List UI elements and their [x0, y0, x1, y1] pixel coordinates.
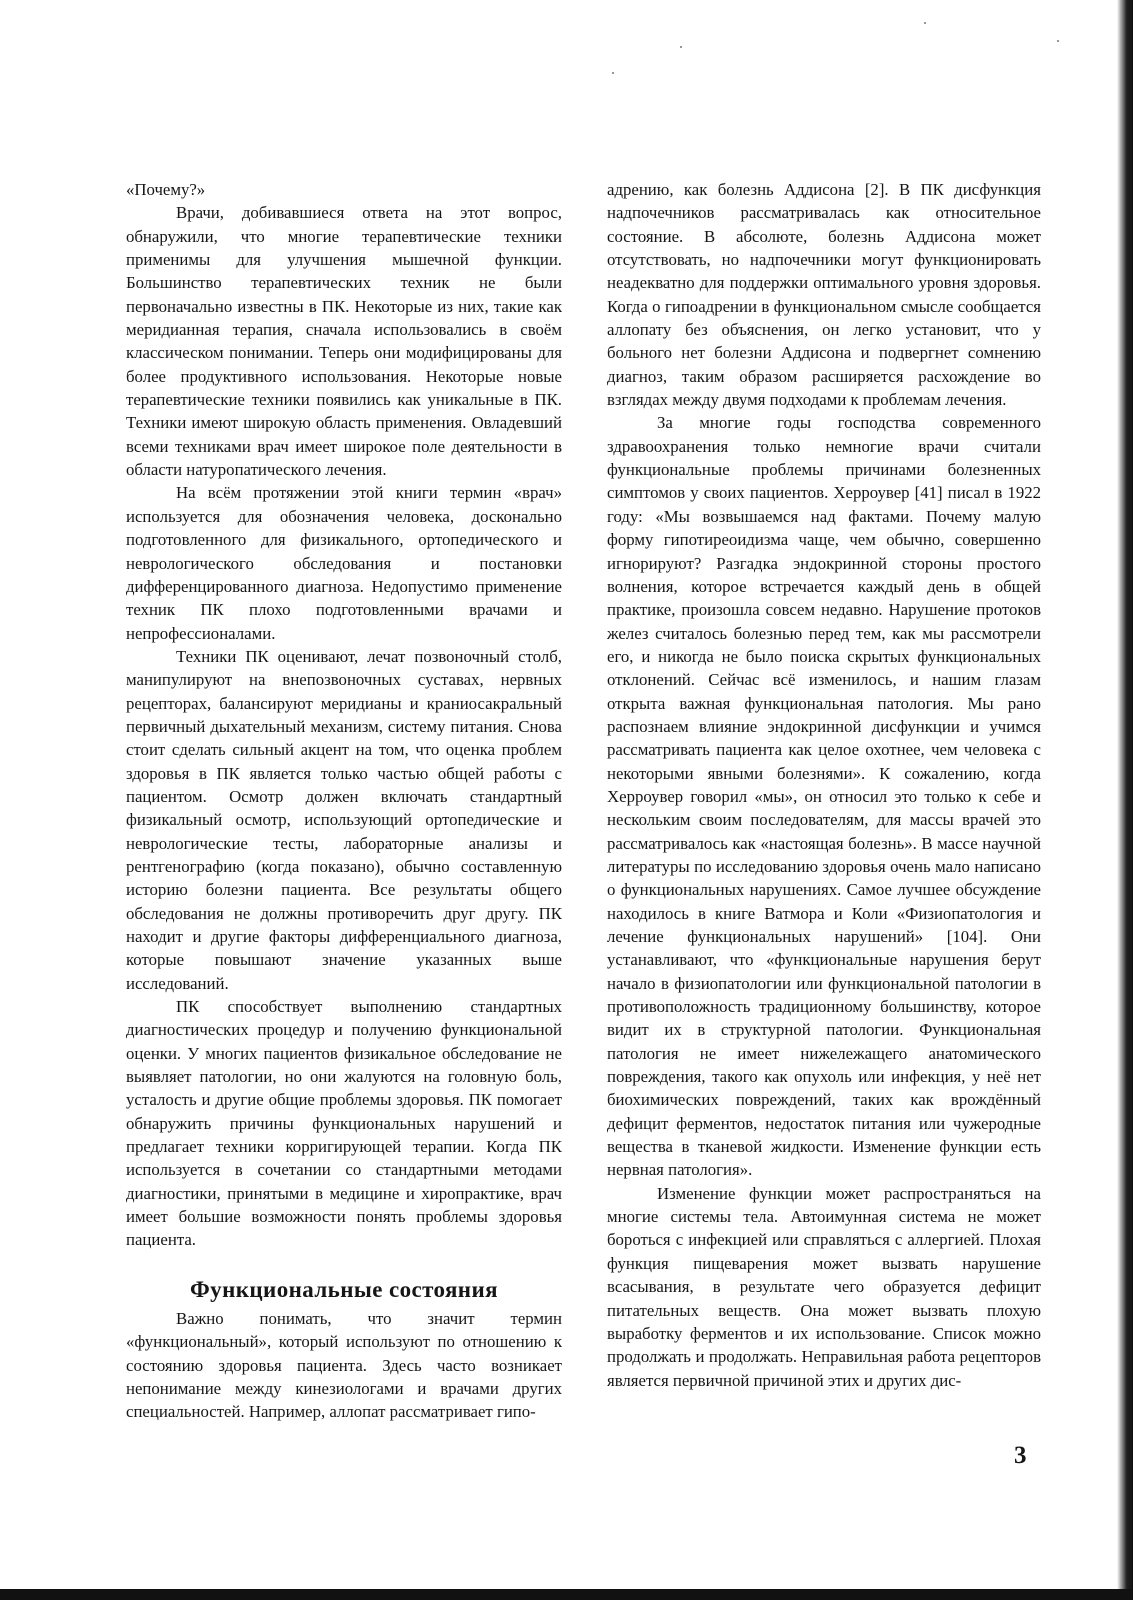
scan-speck [924, 22, 926, 24]
left-column [126, 178, 562, 1424]
paragraph: Изменение функции может распространяться на многие системы тела. Автоимунная система не может бороться с инфекцией или справляться с аллергией. Плохая функция пищеварения может вызвать нарушение всасывания, в результате чего образуется дефицит питательных веществ. Она может вызвать плохую выработку ферментов и их использование. Список можно продолжать и продолжать. Неправильная работа рецепторов является первичной причиной этих и других дис- [607, 1183, 1041, 1390]
paragraph: За многие годы господства современного здравоохранения только немногие врачи считали функциональные проблемы причинами болезненных симптомов у своих пациентов. Херроувер [41] писал в 1922 году: «Мы возвышаемся над фактами. Почему малую форму гипотиреоидизма чаще, чем обычно, совершенно игнорируют? Разгадка эндокринной стороны простого волнения, которое встречается каждый день в общей практике, произошла совсем недавно. Нарушение протоков желез считалось болезнью перед тем, как мы рассмотрели его, и никогда не было поиска скрытых функциональных отклонений. Сейчас всё изменилось, и нашим глазам открыта важная функциональная патология. Мы рано распознаем влияние эндокринной дисфункции и учимся рассматривать пациента как целое охотнее, чем человека с некоторыми явными болезнями». К сожалению, когда Херроувер говорил «мы», он относил это только к себе и нескольким своим последователям, для массы врачей это рассматривалось как «настоящая болезнь». В массе научной литературы по исследованию здоровья очень мало написано о функциональных нарушениях. Самое лучшее обсуждение находилось в книге Ватмора и Коли «Физиопатология и лечение функциональных нарушений» [104]. Они устанавливают, что «функциональные нарушения берут начало в физиопатологии или функциональной патологии в противоположность традиционному большинству, которое видит их в структурной патологии. Функциональная патология не имеет нижележащего анатомического повреждения, такого как опухоль или инфекция, у неё нет биохимических повреждений, таких как врождённый дефицит ферментов, недостаток питания или чужеродные вещества в тканевой жидкости. Изменение функции есть нервная патология». [607, 413, 1041, 1180]
paragraph: Важно понимать, что значит термин «функциональный», который используют по отношению к состоянию здоровья пациента. Здесь часто возникает непонимание между кинезиологами и врачами других специальностей. Например, аллопат рассматривает гипо- [126, 1308, 562, 1422]
right-column [607, 178, 1041, 1392]
scan-edge-right [1117, 0, 1133, 1600]
paragraph: Врачи, добивавшиеся ответа на этот вопрос, обнаружили, что многие терапевтические техники применимы для улучшения мышечной функции. Большинство терапевтических техник не были первоначально известны в ПК. Некоторые из них, такие как меридианная терапия, сначала использовались в своём классическом понимании. Теперь они модифицированы для более продуктивного использования. Некоторые новые терапевтические техники появились как уникальные в ПК. Техники имеют широкую область применения. Овладевший всеми техниками врач имеет широкое поле деятельности в области натуропатического лечения. [126, 203, 562, 480]
paragraph: «Почему?» [126, 180, 206, 199]
scan-edge-bottom [0, 1589, 1133, 1600]
page-number: 3 [1014, 1442, 1027, 1469]
paragraph: На всём протяжении этой книги термин «врач» используется для обозначения человека, досконально подготовленного для физикального, ортопедического и неврологического обследования и постановки дифференцированного диагноза. Недопустимо применение техник ПК плохо подготовленными врачами и непрофессионалами. [126, 483, 562, 643]
scan-speck [680, 46, 682, 48]
paragraph: Техники ПК оценивают, лечат позвоночный столб, манипулируют на внепозвоночных суставах, нервных рецепторах, балансируют меридианы и краниосакральный первичный дыхательный механизм, систему питания. Снова стоит сделать сильный акцент на том, что оценка проблем здоровья в ПК является только частью общей работы с пациентом. Осмотр должен включать стандартный физикальный осмотр, использующий ортопедические и неврологические тесты, лабораторные анализы и рентгенографию (когда показано), обычно составленную историю болезни пациента. Все результаты общего обследования не должны противоречить друг другу. ПК находит и другие факторы дифференциального диагноза, которые повышают значение указанных выше исследований. [126, 646, 562, 993]
section-heading: Функциональные состояния [190, 1276, 498, 1302]
scan-speck [612, 72, 614, 74]
scan-speck [1057, 40, 1059, 42]
paragraph: адрению, как болезнь Аддисона [2]. В ПК дисфункция надпочечников рассматривалась как относительное состояние. В абсолюте, болезнь Аддисона может отсутствовать, но надпочечники могут функционировать неадекватно для поддержки оптимального уровня здоровья. Когда о гипоадрении в функциональном смысле сообщается аллопату без объяснения, он легко установит, что у больного нет болезни Аддисона и подвергнет сомнению диагноз, таким образом расширяется расхождение во взглядах между двумя подходами к проблемам лечения. [607, 180, 1041, 410]
paragraph: ПК способствует выполнению стандартных диагностических процедур и получению функциональной оценки. У многих пациентов физикальное обследование не выявляет патологии, но они жалуются на головную боль, усталость и другие общие проблемы здоровья. ПК помогает обнаружить причины функциональных нарушений и предлагает техники корригирующей терапии. Когда ПК используется в сочетании со стандартными методами диагностики, принятыми в медицине и хиропрактике, врач имеет большие возможности понять проблемы здоровья пациента. [126, 997, 562, 1250]
